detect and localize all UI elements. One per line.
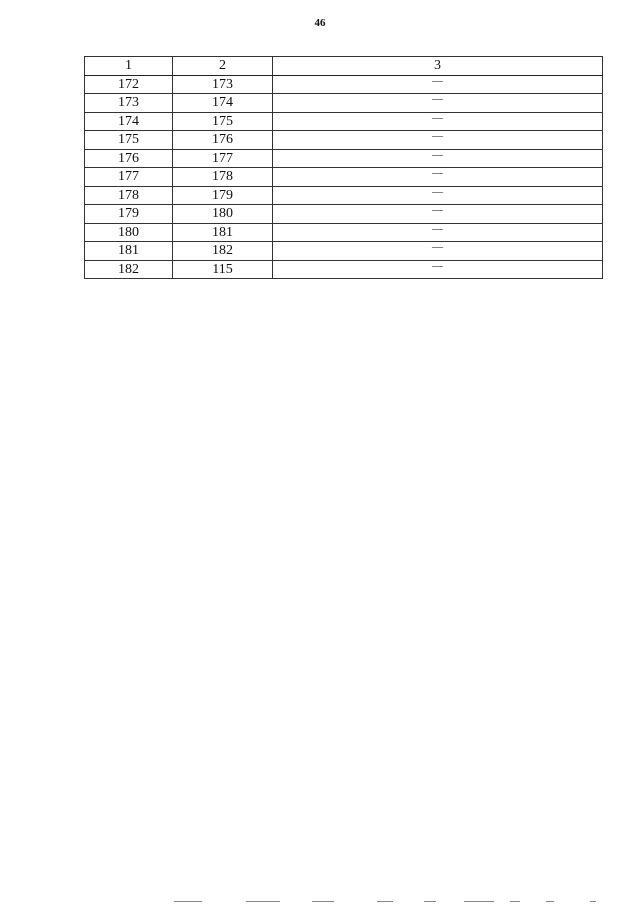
table-cell [273, 75, 603, 94]
table-row [85, 149, 603, 168]
dash-mark: — [432, 204, 443, 217]
table-row [85, 260, 603, 279]
page-number: 46 [314, 17, 326, 29]
dash-mark: — [432, 93, 443, 106]
table-cell: 176 [173, 131, 273, 150]
table-row [85, 242, 603, 261]
table-row [85, 223, 603, 242]
table-cell: 175 [85, 131, 173, 150]
column-header-3: 3 [273, 57, 603, 76]
table-cell: 178 [173, 168, 273, 187]
dash-mark: — [432, 167, 443, 180]
table-cell: 172 [85, 75, 173, 94]
table-cell: 179 [173, 186, 273, 205]
table-cell [273, 149, 603, 168]
table-row [85, 205, 603, 224]
table-cell: 177 [173, 149, 273, 168]
dash-mark: — [432, 130, 443, 143]
table-cell: 176 [85, 149, 173, 168]
table-cell [273, 131, 603, 150]
table-cell [273, 205, 603, 224]
table-cell [273, 223, 603, 242]
table-cell: 181 [85, 242, 173, 261]
table-cell: 182 [173, 242, 273, 261]
table-row [85, 131, 603, 150]
table-cell [273, 94, 603, 113]
table-cell [273, 168, 603, 187]
column-header-2: 2 [173, 57, 273, 76]
dash-mark: — [432, 148, 443, 161]
table-row [85, 168, 603, 187]
table-cell: 180 [85, 223, 173, 242]
table-body [85, 75, 603, 279]
table-row [85, 75, 603, 94]
dash-mark: — [432, 259, 443, 272]
table-row [85, 186, 603, 205]
table-cell: 178 [85, 186, 173, 205]
table-cell: 174 [173, 94, 273, 113]
scan-artifact-marks [172, 898, 602, 904]
table-cell [273, 112, 603, 131]
dash-mark: — [432, 74, 443, 87]
dash-mark: — [432, 241, 443, 254]
table-cell: 175 [173, 112, 273, 131]
dash-mark: — [432, 111, 443, 124]
dash-mark: — [432, 185, 443, 198]
column-header-1: 1 [85, 57, 173, 76]
table-cell [273, 186, 603, 205]
table-cell: 182 [85, 260, 173, 279]
data-table [84, 56, 603, 279]
table-cell: 177 [85, 168, 173, 187]
table-row [85, 94, 603, 113]
table-cell [273, 242, 603, 261]
dash-mark: — [432, 222, 443, 235]
table-header [85, 57, 603, 76]
table-cell: 179 [85, 205, 173, 224]
table-row [85, 112, 603, 131]
header-row [85, 57, 603, 76]
table-cell: 174 [85, 112, 173, 131]
table-cell: 181 [173, 223, 273, 242]
table-cell [273, 260, 603, 279]
table-cell: 173 [173, 75, 273, 94]
table-cell: 180 [173, 205, 273, 224]
table-cell: 173 [85, 94, 173, 113]
table-cell: 115 [173, 260, 273, 279]
